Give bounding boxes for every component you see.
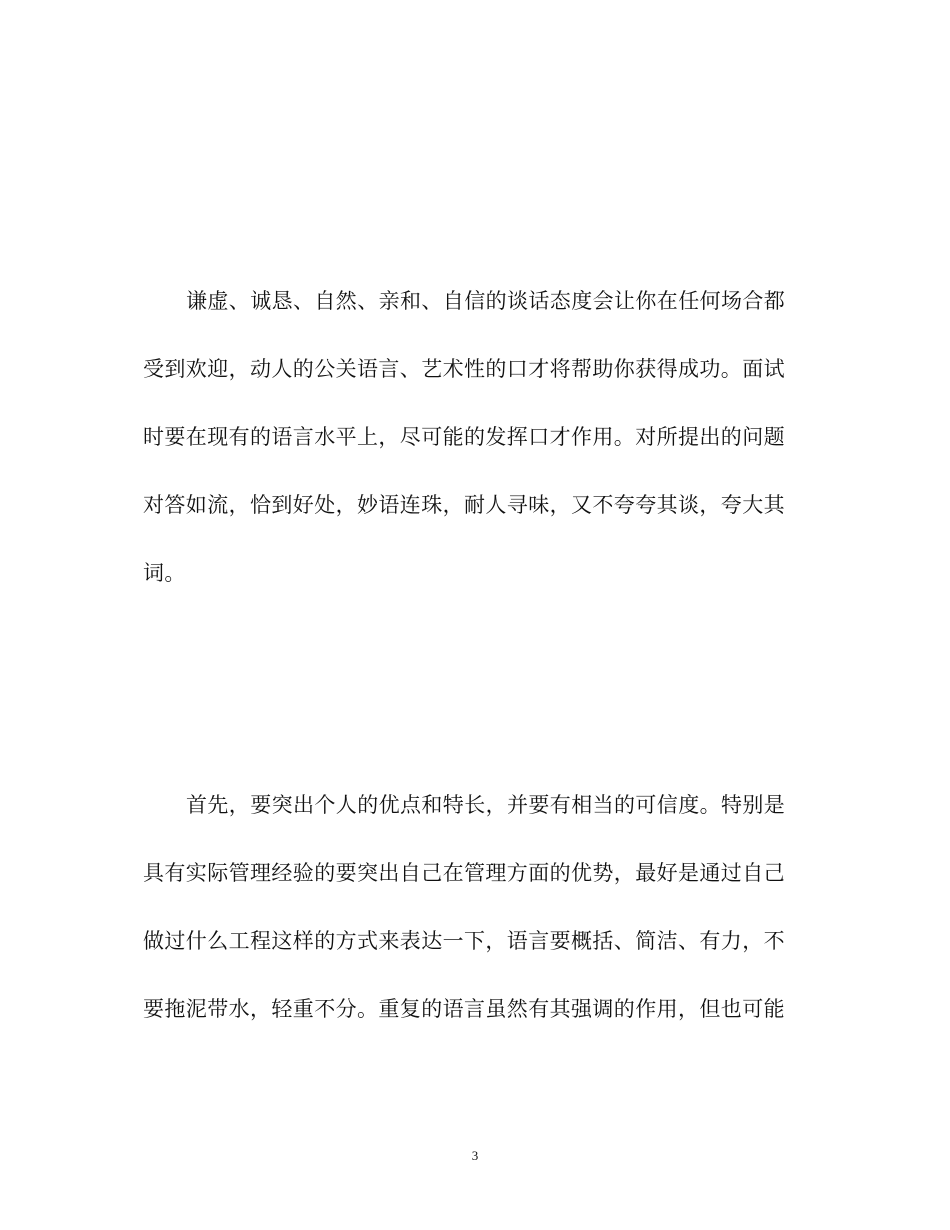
paragraph-1 [143,267,795,607]
page-number: 3 [471,1148,479,1163]
paragraph-line: 对答如流，恰到好处，妙语连珠，耐人寻味，又不夸夸其谈，夸大其 [143,493,785,517]
paragraph-line: 时要在现有的语言水平上，尽可能的发挥口才作用。对所提出的问题 [143,425,785,449]
paragraph-line: 要拖泥带水，轻重不分。重复的语言虽然有其强调的作用，但也可能 [143,997,785,1021]
paragraph-line: 词。 [143,561,186,585]
paragraph-line: 做过什么工程这样的方式来表达一下，语言要概括、简洁、有力，不 [143,929,785,953]
paragraph-line: 具有实际管理经验的要突出自己在管理方面的优势，最好是通过自己 [143,861,785,885]
paragraph-line: 谦虚、诚恳、自然、亲和、自信的谈话态度会让你在任何场合都 [186,289,786,313]
paragraph-2 [143,771,795,1043]
paragraph-line: 首先，要突出个人的优点和特长，并要有相当的可信度。特别是 [186,793,786,817]
paragraph-line: 受到欢迎，动人的公关语言、艺术性的口才将帮助你获得成功。面试 [143,357,785,381]
